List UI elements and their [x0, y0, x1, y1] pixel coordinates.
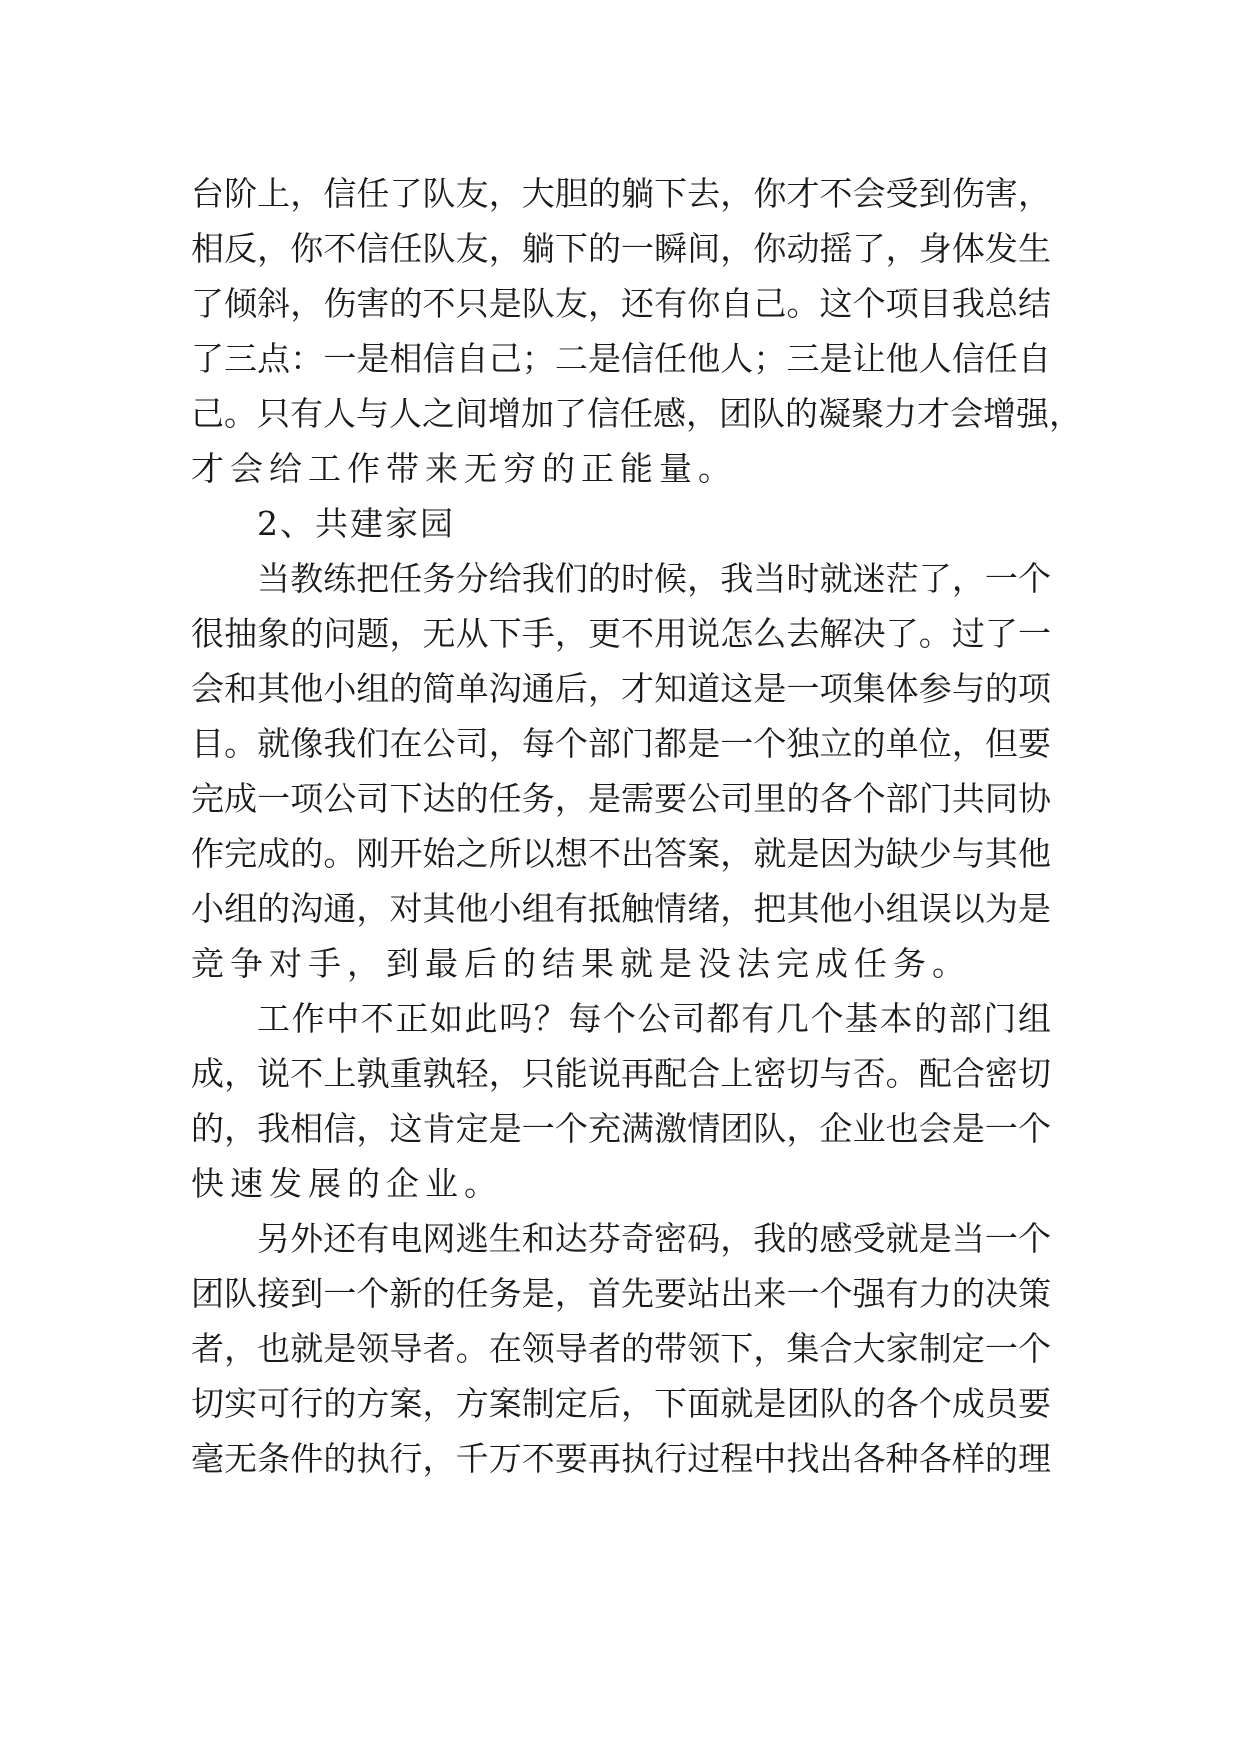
text-line: 成，说不上孰重孰轻，只能说再配合上密切与否。配合密切 [191, 1054, 1051, 1093]
text-line: 的，我相信，这肯定是一个充满激情团队，企业也会是一个 [191, 1109, 1051, 1148]
text-line: 当教练把任务分给我们的时候，我当时就迷茫了，一个 [257, 559, 1051, 598]
text-line: 切实可行的方案，方案制定后，下面就是团队的各个成员要 [191, 1384, 1051, 1423]
text-line: 工作中不正如此吗？每个公司都有几个基本的部门组 [257, 999, 1051, 1038]
text-line: 作完成的。刚开始之所以想不出答案，就是因为缺少与其他 [191, 834, 1051, 873]
text-line: 了倾斜，伤害的不只是队友，还有你自己。这个项目我总结 [191, 284, 1051, 323]
text-line: 团队接到一个新的任务是，首先要站出来一个强有力的决策 [191, 1274, 1051, 1313]
text-line: 了三点：一是相信自己；二是信任他人；三是让他人信任自 [191, 339, 1051, 378]
text-line: 另外还有电网逃生和达芬奇密码，我的感受就是当一个 [257, 1219, 1051, 1258]
text-line: 己。只有人与人之间增加了信任感，团队的凝聚力才会增强， [191, 394, 1082, 433]
text-line: 很抽象的问题，无从下手，更不用说怎么去解决了。过了一 [191, 614, 1051, 653]
text-line: 目。就像我们在公司，每个部门都是一个独立的单位，但要 [191, 724, 1051, 763]
text-line: 台阶上，信任了队友，大胆的躺下去，你才不会受到伤害， [191, 174, 1051, 213]
text-line: 快速发展的企业。 [191, 1164, 503, 1203]
text-line: 会和其他小组的简单沟通后，才知道这是一项集体参与的项 [191, 669, 1051, 708]
text-line: 毫无条件的执行，千万不要再执行过程中找出各种各样的理 [191, 1439, 1051, 1478]
text-line: 竞争对手，到最后的结果就是没法完成任务。 [191, 944, 971, 983]
section-heading: 2、共建家园 [257, 504, 455, 543]
text-line: 者，也就是领导者。在领导者的带领下，集合大家制定一个 [191, 1329, 1051, 1368]
text-line: 小组的沟通，对其他小组有抵触情绪，把其他小组误以为是 [191, 889, 1051, 928]
text-line: 才会给工作带来无穷的正能量。 [191, 449, 737, 488]
text-line: 相反，你不信任队友，躺下的一瞬间，你动摇了，身体发生 [191, 229, 1051, 268]
text-line: 完成一项公司下达的任务，是需要公司里的各个部门共同协 [191, 779, 1051, 818]
